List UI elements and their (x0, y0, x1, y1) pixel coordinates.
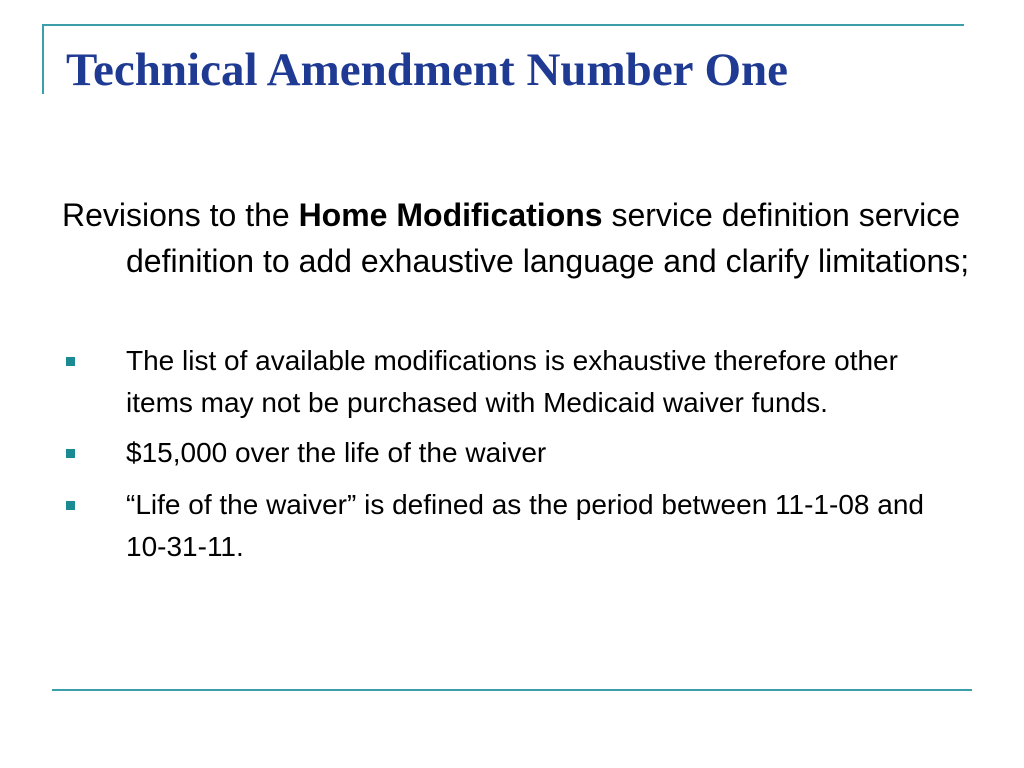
accent-line-bottom (52, 689, 972, 691)
intro-bold-term: Home Modifications (298, 197, 603, 233)
bullet-list (62, 340, 942, 568)
square-bullet-icon (66, 357, 75, 366)
intro-prefix: Revisions to the (62, 197, 299, 233)
bullet-item (62, 432, 942, 474)
bullet-text: $15,000 over the life of the waiver (126, 437, 547, 468)
accent-line-vertical (42, 24, 44, 94)
square-bullet-icon (66, 449, 75, 458)
bullet-text: “Life of the waiver” is defined as the period between 11-1-08 and 10-31-11. (126, 489, 924, 562)
bullet-item (62, 484, 942, 568)
accent-line-top (42, 24, 964, 26)
intro-suffix: service definition service definition to add exhaustive language and clarify limitations; (126, 197, 970, 279)
bullet-item (62, 340, 942, 424)
bullet-text: The list of available modifications is exhaustive therefore other items may not be purchased with Medicaid waiver funds. (126, 345, 898, 418)
intro-paragraph (62, 192, 1006, 284)
square-bullet-icon (66, 501, 75, 510)
slide-title: Technical Amendment Number One (66, 44, 789, 96)
